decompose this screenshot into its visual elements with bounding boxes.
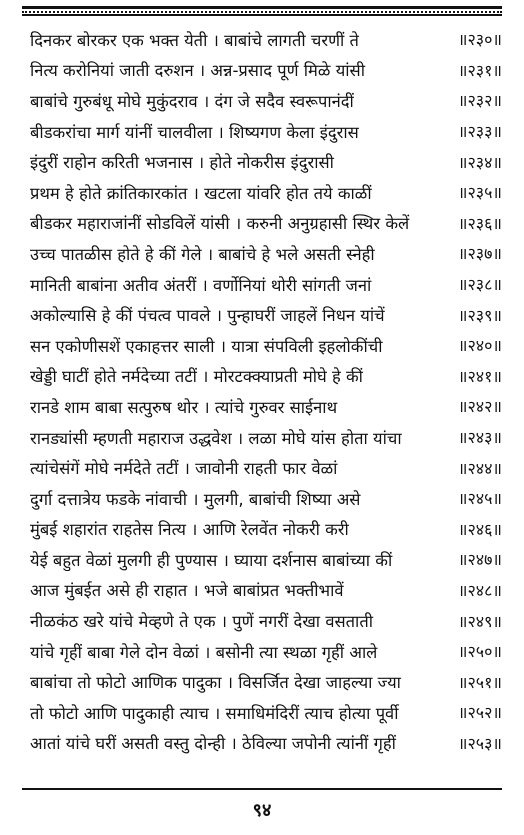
verse-number: ॥२४५॥ [457, 489, 502, 509]
verse-number: ॥२५०॥ [457, 642, 502, 662]
verse-number: ॥२५३॥ [457, 733, 502, 753]
verse-text: यांचे गृहीं बाबा गेले दोन वेळां । बसोनी त्या स्थळा गृहीं आले [30, 642, 378, 662]
verse-line [30, 330, 502, 361]
verse-text: तो फोटो आणि पादुकाही त्याच । समाधिमंदिरीं त्याच होत्या पूर्वी [30, 703, 399, 723]
verse-line [30, 605, 502, 636]
verse-text: प्रथम हे होते क्रांतिकारकांत । खटला यांवरि होत तये काळीं [30, 183, 372, 203]
verse-line [30, 697, 502, 728]
verse-number: ॥२४९॥ [457, 611, 502, 631]
verse-number: ॥२३८॥ [457, 275, 502, 295]
verse-text: इंदुरीं राहोन करिती भजनास । होते नोकरीस इंदुरासी [30, 153, 334, 173]
verse-list [30, 24, 502, 758]
verse-text: रानडे शाम बाबा सत्पुरुष थोर । त्यांचे गुरुवर साईनाथ [30, 397, 338, 417]
verse-line [30, 361, 502, 392]
verse-text: आज मुंबईत असे ही राहात । भजे बाबांप्रत भक्तीभावें [30, 581, 344, 601]
verse-number: ॥२३४॥ [457, 152, 502, 172]
verse-line [30, 666, 502, 697]
top-decorative-rule [22, 6, 502, 16]
verse-text: बीडकर महाराजांनीं सोडविलें यांसी । करुनी अनुग्रहासी स्थिर केलें [30, 214, 410, 234]
verse-line [30, 636, 502, 667]
verse-line [30, 514, 502, 545]
verse-line [30, 208, 502, 239]
verse-text: बाबांचे गुरुबंधू मोघे मुकुंदराव । दंग जे सदैव स्वरूपानंदीं [30, 91, 354, 111]
verse-text: मानिती बाबांना अतीव अंतरीं । वर्णोनियां थोरी सांगती जनां [30, 275, 372, 295]
verse-line [30, 238, 502, 269]
verse-number: ॥२४८॥ [457, 580, 502, 600]
verse-text: बाबांचा तो फोटो आणिक पादुका । विसर्जित देखा जाहल्या ज्या [30, 673, 401, 693]
verse-line [30, 177, 502, 208]
verse-text: आतां यांचे घरीं असती वस्तु दोन्ही । ठेविल्या जपोनी त्यांनीं गृहीं [30, 734, 396, 754]
verse-text: येई बहुत वेळां मुलगी ही पुण्यास । घ्याया दर्शनास बाबांच्या कीं [30, 550, 393, 570]
verse-line [30, 85, 502, 116]
verse-line [30, 116, 502, 147]
verse-text: अकोल्यासि हे कीं पंचत्व पावले । पुन्हाघरीं जाहलें निधन यांचें [30, 306, 385, 326]
verse-number: ॥२४६॥ [457, 519, 502, 539]
verse-line [30, 728, 502, 759]
verse-line [30, 55, 502, 86]
verse-line [30, 391, 502, 422]
verse-number: ॥२४१॥ [457, 366, 502, 386]
verse-line [30, 24, 502, 55]
verse-text: बीडकरांचा मार्ग यांनीं चालवीला । शिष्यगण केला इंदुरास [30, 122, 359, 142]
verse-text: नित्य करोनियां जाती दरुशन । अन्न-प्रसाद पूर्ण मिळे यांसी [30, 61, 365, 81]
verse-number: ॥२४७॥ [457, 550, 502, 570]
verse-number: ॥२४२॥ [457, 397, 502, 417]
verse-line [30, 269, 502, 300]
verse-text: उच्च पातळीस होते हे कीं गेले । बाबांचे हे भले असती स्नेही [30, 244, 375, 264]
verse-line [30, 483, 502, 514]
page-number: ९४ [252, 800, 272, 821]
verse-number: ॥२३७॥ [457, 244, 502, 264]
verse-number: ॥२५१॥ [457, 672, 502, 692]
verse-number: ॥२४३॥ [457, 428, 502, 448]
verse-text: त्यांचेसंगें मोघे नर्मदेते तटीं । जावोनी राहती फार वेळां [30, 459, 338, 479]
verse-line [30, 299, 502, 330]
verse-line [30, 146, 502, 177]
verse-number: ॥२३१॥ [457, 60, 502, 80]
verse-number: ॥२३६॥ [457, 213, 502, 233]
verse-text: रानड्यांसी म्हणती महाराज उद्धवेश । लळा मोघे यांस होता यांचा [30, 428, 402, 448]
verse-number: ॥२३९॥ [457, 305, 502, 325]
verse-line [30, 544, 502, 575]
verse-text: मुंबई शहारांत राहतेस नित्य । आणि रेलवेंत नोकरी करी [30, 520, 349, 540]
verse-number: ॥२४०॥ [457, 336, 502, 356]
verse-number: ॥२३०॥ [457, 30, 502, 50]
verse-text: खेड्डी घाटीं होते नर्मदेच्या तटीं । मोरटक्क्याप्रती मोघे हे कीं [30, 367, 363, 387]
verse-number: ॥२३२॥ [457, 91, 502, 111]
verse-text: दुर्गा दत्तात्रेय फडके नांवाची । मुलगी, बाबांची शिष्या असे [30, 489, 361, 509]
bottom-rule [22, 788, 502, 790]
verse-text: सन एकोणीसशें एकाहत्तर साली । यात्रा संपविली इहलोकींची [30, 336, 383, 356]
verse-number: ॥२३३॥ [457, 122, 502, 142]
verse-number: ॥२५२॥ [457, 703, 502, 723]
verse-line [30, 422, 502, 453]
verse-number: ॥२३५॥ [457, 183, 502, 203]
verse-number: ॥२४४॥ [457, 458, 502, 478]
verse-text: नीळकंठ खरे यांचे मेव्हणे ते एक । पुणें नगरीं देखा वसताती [30, 612, 374, 632]
verse-line [30, 575, 502, 606]
verse-text: दिनकर बोरकर एक भक्त येती । बाबांचे लागती चरणीं ते [30, 30, 359, 50]
verse-line [30, 452, 502, 483]
